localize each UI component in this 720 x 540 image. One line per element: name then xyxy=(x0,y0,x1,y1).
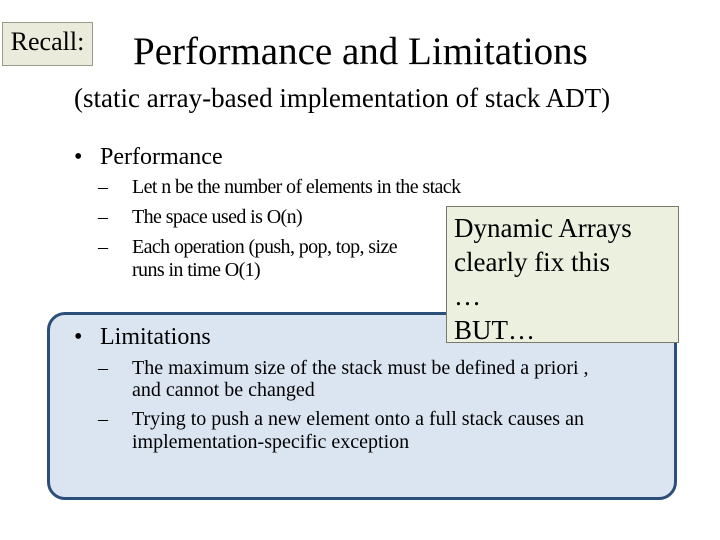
dash-marker: – xyxy=(98,357,108,379)
note-line: … xyxy=(454,281,481,311)
limitations-item-text: The maximum size of the stack must be defined a priori , xyxy=(132,357,589,379)
limitations-item-text: and cannot be changed xyxy=(132,379,315,401)
dash-marker: – xyxy=(98,408,108,430)
performance-item-text: Each operation (push, pop, top, size xyxy=(132,236,397,258)
dash-marker: – xyxy=(98,236,108,258)
note-line: clearly fix this xyxy=(454,247,610,277)
limitations-item-text: Trying to push a new element onto a full stack causes an xyxy=(132,408,584,430)
performance-heading xyxy=(74,143,223,171)
performance-heading-text: Performance xyxy=(100,144,223,170)
bullet-dot: • xyxy=(74,324,83,350)
slide-subtitle: (static array-based implementation of stack ADT) xyxy=(74,83,611,113)
limitations-heading-text: Limitations xyxy=(100,324,211,350)
limitations-item-text: implementation-specific exception xyxy=(132,431,410,453)
performance-item-text: The space used is O(n) xyxy=(132,206,303,228)
bullet-dot: • xyxy=(74,144,83,170)
performance-item-text: Let n be the number of elements in the stack xyxy=(132,176,461,198)
dynamic-arrays-note xyxy=(446,206,679,343)
recall-label: Recall: xyxy=(2,22,93,66)
dash-marker: – xyxy=(98,206,108,228)
limitations-heading xyxy=(74,323,211,351)
slide-title: Performance and Limitations xyxy=(133,30,588,73)
note-line: BUT… xyxy=(454,315,535,345)
dash-marker: – xyxy=(98,176,108,198)
performance-item-text: runs in time O(1) xyxy=(132,259,261,281)
note-line: Dynamic Arrays xyxy=(454,213,632,243)
